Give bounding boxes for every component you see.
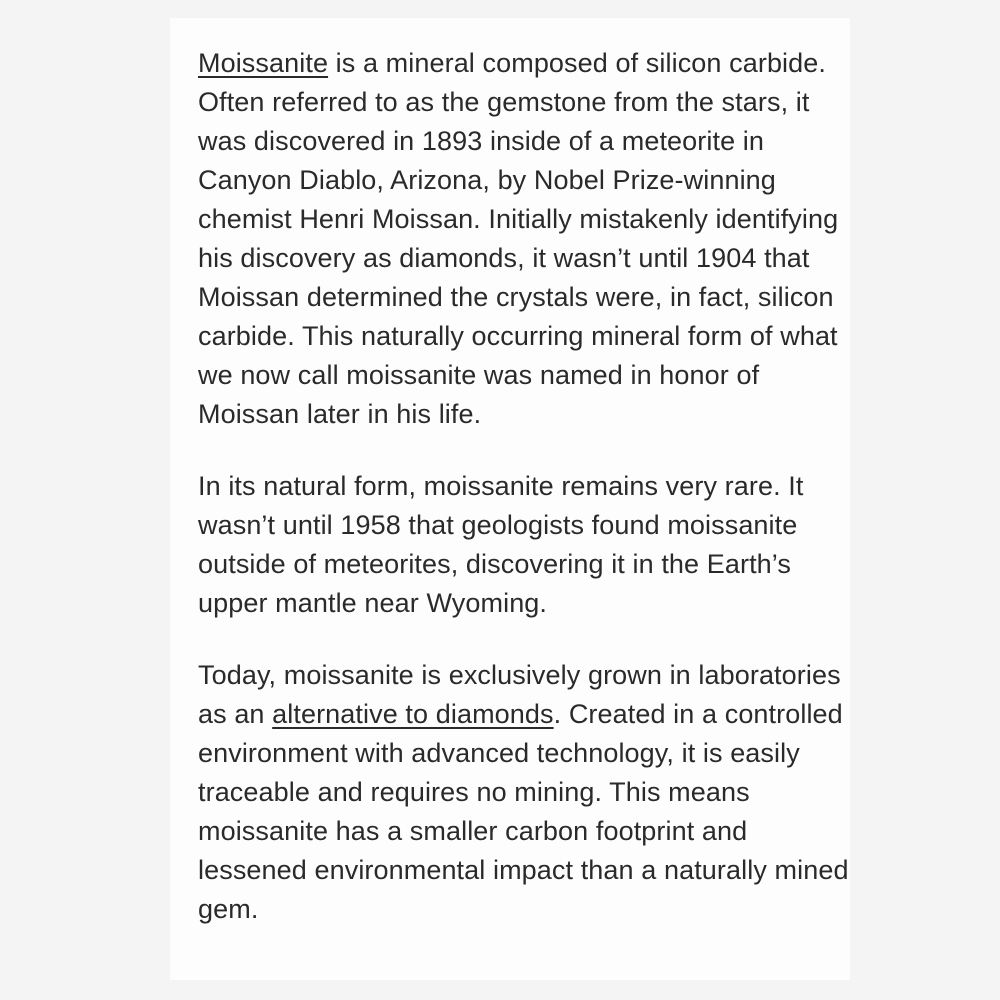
paragraph-lab-grown-text-after: . Created in a controlled environment with advanced technology, it is easily traceable and requires no mining. This means moissanite has a smaller carbon footprint and lessened environmental impact than a naturally mined gem. <box>198 699 849 924</box>
paragraph-discovery-text: is a mineral composed of silicon carbide. Often referred to as the gemstone from the stars, it was discovered in 1893 inside of a meteorite in Canyon Diablo, Arizona, by Nobel Prize-winning chemist Henri Moissan. Initially mistakenly identifying his discovery as diamonds, it wasn’t until 1904 that Moissan determined the crystals were, in fact, silicon carbide. This naturally occurring mineral form of what we now call moissanite was named in honor of Moissan later in his life. <box>198 48 839 429</box>
paragraph-lab-grown-text-before: Today, moissanite is exclusively grown in laboratories as an <box>198 660 841 729</box>
article-body <box>198 44 858 962</box>
paragraph-natural-form: In its natural form, moissanite remains very rare. It wasn’t until 1958 that geologists found moissanite outside of meteorites, discovering it in the Earth’s upper mantle near Wyoming. <box>198 471 804 618</box>
paragraph-lab-grown <box>198 656 858 929</box>
alternative-to-diamonds-link[interactable]: alternative to diamonds <box>272 699 554 729</box>
moissanite-link[interactable]: Moissanite <box>198 48 329 78</box>
paragraph-discovery <box>198 44 858 434</box>
